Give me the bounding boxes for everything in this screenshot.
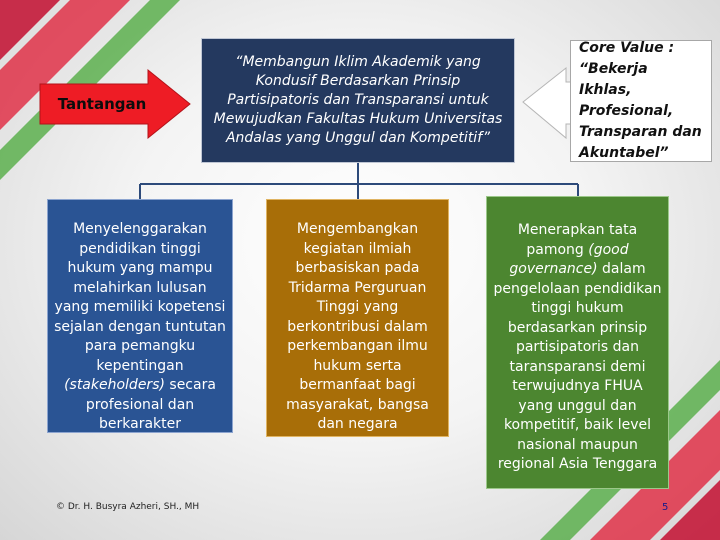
mission-3-text: Menerapkan tata pamong (good governance) dalam pengelolaan pendidikan tinggi hukum berdasarkan prinsip partisipatoris dan taransparansi demi terwujudnya FHUA yang unggul dan kompetitif, baik level nasional maupun regional Asia Tenggara xyxy=(493,222,662,472)
vision-text: “Membangun Iklim Akademik yang Kondusif Berdasarkan Prinsip Partisipatoris dan Transparansi untuk Mewujudkan Fakultas Hukum Universitas Andalas yang Unggul dan Kompetitif” xyxy=(213,54,503,146)
mission-box-1 xyxy=(47,199,233,433)
vision-box xyxy=(201,38,515,163)
challenge-label: Tantangan xyxy=(57,95,147,113)
footer-credit: © Dr. H. Busyra Azheri, SH., MH xyxy=(56,502,200,512)
core-value-text: Core Value : “Bekerja Ikhlas, Profesional, Transparan dan Akuntabel” xyxy=(579,40,702,161)
mission-2-text: Mengembangkan kegiatan ilmiah berbasiskan pada Tridarma Perguruan Tinggi yang berkontribusi dalam perkembangan ilmu hukum serta bermanfaat bagi masyarakat, bangsa dan negara xyxy=(286,221,429,432)
core-value-box xyxy=(570,40,712,162)
mission-box-3 xyxy=(486,196,669,489)
mission-1-text: Menyelenggarakan pendidikan tinggi hukum yang mampu melahirkan lulusan yang memiliki kopetensi sejalan dengan tuntutan para pemangku kepentingan (stakeholders) secara profesional dan berkarakter xyxy=(54,221,226,432)
mission-box-2 xyxy=(266,199,449,437)
page-number: 5 xyxy=(662,502,669,513)
